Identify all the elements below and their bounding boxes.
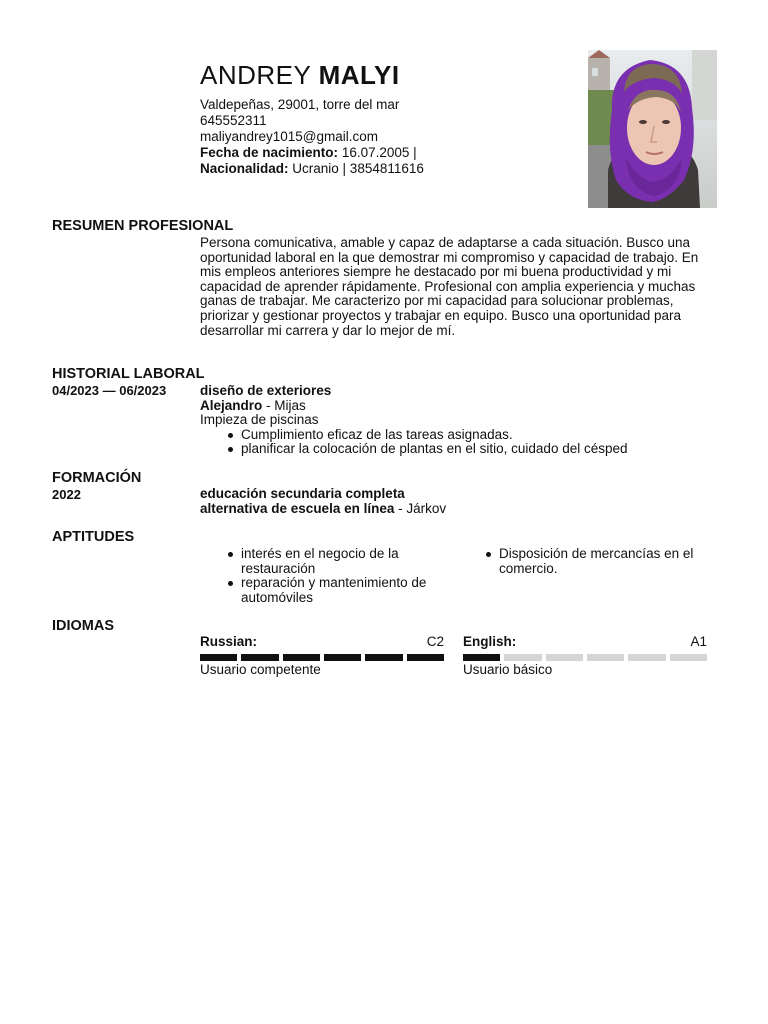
- language-level-bars: [200, 654, 444, 661]
- language-description: Usuario básico: [463, 662, 553, 677]
- nationality: [200, 161, 424, 177]
- birth-value: 16.07.2005 |: [341, 145, 417, 160]
- level-bar-filled: [241, 654, 278, 661]
- address: Valdepeñas, 29001, torre del mar: [200, 97, 400, 112]
- birth-label: Fecha de nacimiento:: [200, 145, 339, 160]
- education-school-line: [200, 502, 710, 517]
- first-name: ANDREY: [200, 60, 311, 90]
- languages-title: IDIOMAS: [52, 618, 115, 634]
- skills-left: [200, 547, 450, 605]
- work-employer-line: [200, 399, 710, 414]
- summary-text: Persona comunicativa, amable y capaz de adaptarse a cada situación. Busco una oportunidad laboral en la que demostrar mi compromiso y capacidad de trabajo. En mis empleos anteriores siempre he destacado por mi buena productividad y mi capacidad de aprender rápidamente. Profesional con amplia experiencia y muchas ganas de trabajar. Me caracterizo por mi capacidad para solucionar problemas, priorizar y gestionar proyectos y trabajar en equipo. Busco una oportunidad para desarrollar mi carrera y dar lo mejor de mí.: [200, 235, 699, 338]
- work-description: Impieza de piscinas: [200, 412, 319, 428]
- level-bar-empty: [670, 654, 707, 661]
- level-bar-filled: [365, 654, 402, 661]
- list-item: planificar la colocación de plantas en el sitio, cuidado del césped: [200, 442, 710, 457]
- education-entry: [200, 487, 710, 516]
- work-entry: [200, 384, 710, 457]
- language-name: Russian:: [200, 634, 258, 649]
- language-level-bars: [463, 654, 707, 661]
- skills-right: [458, 547, 713, 576]
- profile-photo: [588, 50, 717, 208]
- language-russian: [200, 634, 444, 677]
- language-description: Usuario competente: [200, 662, 321, 677]
- work-position: diseño de exteriores: [200, 383, 332, 398]
- level-bar-filled: [283, 654, 320, 661]
- language-level: A1: [690, 634, 707, 649]
- list-item: reparación y mantenimiento de automóviles: [200, 576, 450, 605]
- education-date: 2022: [52, 487, 81, 502]
- skills-title: APTITUDES: [52, 529, 135, 545]
- language-level: C2: [426, 634, 444, 649]
- nationality-label: Nacionalidad:: [200, 161, 289, 176]
- list-item: interés en el negocio de la restauración: [200, 547, 450, 576]
- work-employer: Alejandro: [200, 397, 263, 413]
- level-bar-filled: [200, 654, 237, 661]
- level-bar-filled: [407, 654, 444, 661]
- last-name: MALYI: [318, 60, 400, 90]
- level-bar-filled: [324, 654, 361, 661]
- work-bullets: [200, 428, 710, 457]
- profile-photo-illustration: [588, 50, 717, 208]
- list-item: Disposición de mercancías en el comercio.: [458, 547, 713, 576]
- education-title: FORMACIÓN: [52, 470, 142, 486]
- language-name: English:: [463, 634, 517, 649]
- level-bar-filled: [463, 654, 500, 661]
- phone: 645552311: [200, 113, 267, 128]
- level-bar-empty: [546, 654, 583, 661]
- education-degree: educación secundaria completa: [200, 486, 405, 501]
- email: maliyandrey1015@gmail.com: [200, 129, 379, 144]
- education-school: alternativa de escuela en línea: [200, 500, 395, 516]
- list-item: Cumplimiento eficaz de las tareas asignadas.: [200, 428, 710, 443]
- education-location: - Járkov: [394, 500, 447, 516]
- candidate-name: [200, 58, 400, 92]
- work-title: HISTORIAL LABORAL: [52, 366, 205, 382]
- contact-block: [200, 97, 424, 177]
- nationality-value: Ucranio | 3854811616: [292, 161, 424, 176]
- work-date: 04/2023 — 06/2023: [52, 383, 167, 398]
- language-english: [463, 634, 707, 677]
- work-location: - Mijas: [262, 397, 306, 413]
- level-bar-empty: [628, 654, 665, 661]
- summary-title: RESUMEN PROFESIONAL: [52, 218, 234, 234]
- birth-date: [200, 145, 424, 161]
- level-bar-empty: [504, 654, 541, 661]
- level-bar-empty: [587, 654, 624, 661]
